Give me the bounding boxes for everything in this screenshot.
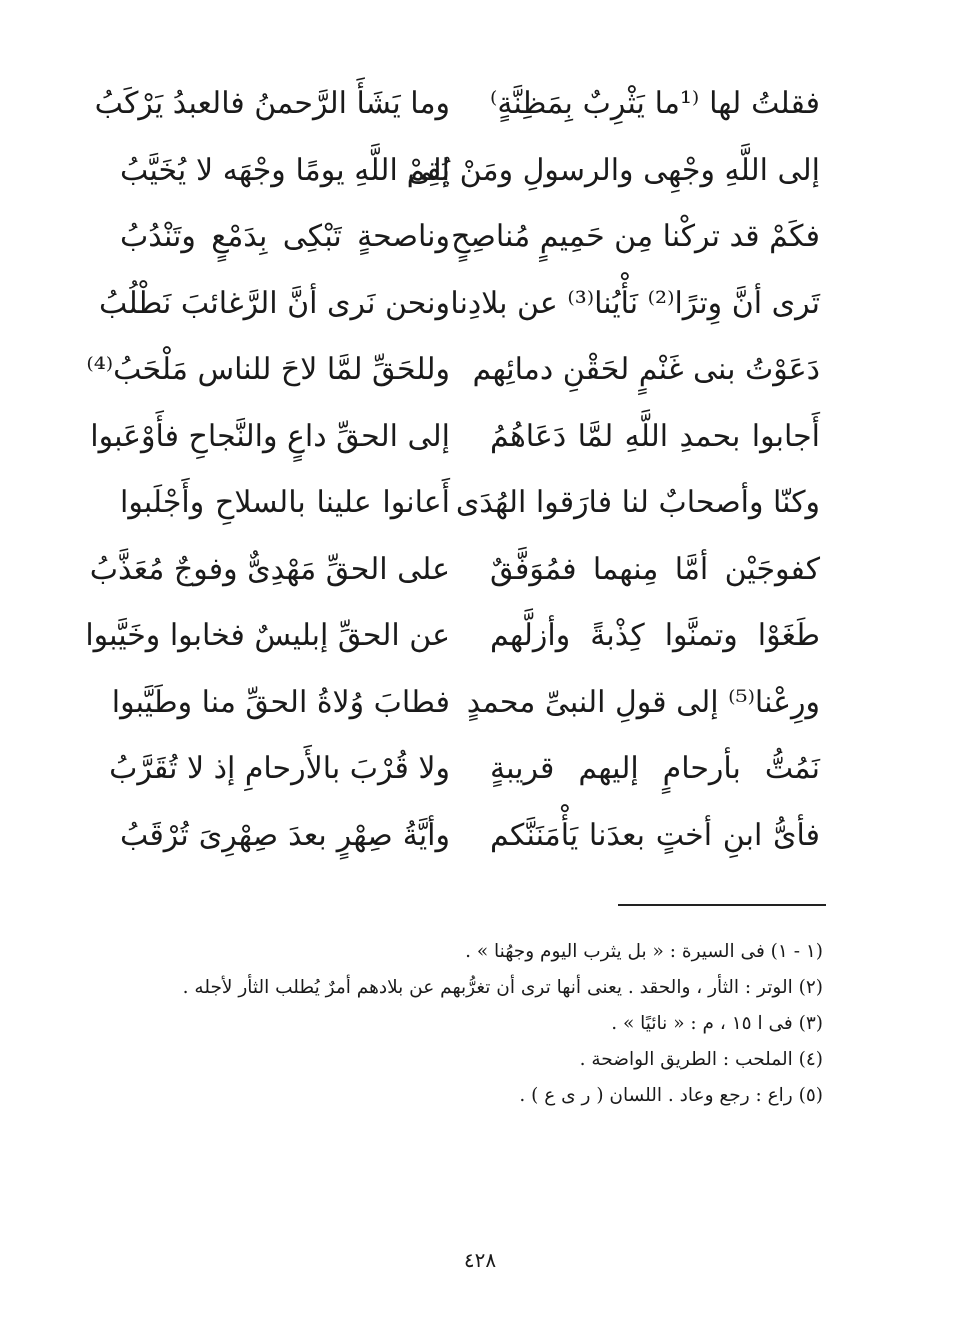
footnotes [163,934,823,1114]
verse-first-hemistich: فقلتُ لها ⁽¹ما يَثْرِبٌ بِمَظِنَّةٍ⁾ [490,86,820,121]
verse-second-hemistich: ولا قُرْبَ بالأَرحامِ إذ لا تُقَرَّبُ [109,751,450,786]
footnote-2: (٢) الوتر : الثأر ، والحقد . يعنى أنها ترى أن تغرُّبهم عن بلادهم أمرٌ يُطلب الثأر لأجله . [182,977,823,998]
footnote-1: (١ - ١) فى السيرة : « بل يثرب اليوم وجهُنا » . [465,941,823,962]
verse-first-hemistich: أَجابوا بحمدِ اللَّهِ لمَّا دَعَاهُمُ [490,418,820,454]
verse-8 [89,538,820,605]
verse-first-hemistich: طَغَوْا وتمنَّوا كِذْبةً وأزلَّهم [490,618,820,653]
verse-first-hemistich: فأىُّ ابنِ أختٍ بعدَنا يَأْمَنَنَّكم [490,817,820,853]
verse-first-hemistich: إلى اللَّهِ وجْهِى والرسولِ ومَنْ يُقِمْ [406,152,820,188]
verse-9 [85,604,820,671]
verse-first-hemistich: كفوجَيْن أمَّا مِنهما فمُوَفَّقٌ [490,551,820,587]
verse-11 [109,737,820,804]
verse-3 [120,205,820,272]
verse-2 [120,139,820,206]
verse-second-hemistich: وناصحةٍ تَبْكِى بِدَمْعٍ وتَنْدُبُ [120,219,450,254]
verse-first-hemistich: وكنّا وأصحابٌ لنا فارَقوا الهُدَى [455,485,820,520]
verse-second-hemistich: ونحن نَرى أنَّ الرَّغائبَ نَطْلُبُ [99,285,450,321]
verse-second-hemistich: وأيَّةُ صِهْرٍ بعدَ صِهْرِىَ تُرْقَبُ [120,817,450,853]
verse-first-hemistich: ورِعْنا⁽⁵⁾ إلى قولِ النبىِّ محمدٍ [466,684,820,720]
footnote-5: (٥) راع : رجع وعاد . اللسان ( ر ى ع ) . [519,1085,823,1106]
verse-second-hemistich: فطابَ وُلاةُ الحقِّ منا وطَيَّبوا [111,684,450,720]
verse-first-hemistich: فكَمْ قد تركْنا مِن حَمِيمٍ مُناصِحٍ [451,219,820,254]
verse-first-hemistich: تَرى أنَّ وِترًا⁽²⁾ نَأْيُنا⁽³⁾ عن بلادِنا [450,285,820,321]
verse-second-hemistich: إلى الحقِّ داعٍ والنَّجاحِ فأَوْعَبوا [90,418,450,454]
footnote-separator-rule [618,904,826,906]
page-number: ٤٢٨ [463,1248,497,1272]
verse-6 [90,405,820,472]
footnote-4: (٤) الملحب : الطريق الواضحة . [579,1049,823,1070]
verse-1 [94,72,820,139]
verse-second-hemistich: على الحقِّ مَهْدِىٌّ وفوجٌ مُعَذَّبُ [89,551,450,587]
poem [85,72,820,870]
verse-second-hemistich: أَعانوا علينا بالسلاحِ وأَجْلَبوا [120,485,450,520]
verse-10 [111,671,820,738]
verse-second-hemistich: إلى اللَّهِ يومًا وجْهَه لا يُخَيَّبُ [120,152,450,188]
verse-7 [120,471,820,538]
verse-12 [120,804,820,871]
verse-second-hemistich: وما يَشَأَ الرَّحمنُ فالعبدُ يَرْكَبُ [94,86,450,121]
verse-4 [99,272,820,339]
verse-first-hemistich: دَعَوْتُ بنى غَنْمٍ لحَقْنِ دمائِهم [472,352,820,387]
verse-second-hemistich: وللحَقِّ لمَّا لاحَ للناس مَلْحَبُ⁽⁴⁾ [86,352,450,387]
verse-5 [86,338,820,405]
footnote-3: (٣) فى ا ١٥ ، م : « نائيًا » . [611,1013,823,1034]
verse-second-hemistich: عن الحقِّ إبليسٌ فخابوا وخَيَّبوا [85,618,450,653]
verse-first-hemistich: نَمُتُّ بأرحامٍ إليهم قريبةٍ [490,751,820,786]
